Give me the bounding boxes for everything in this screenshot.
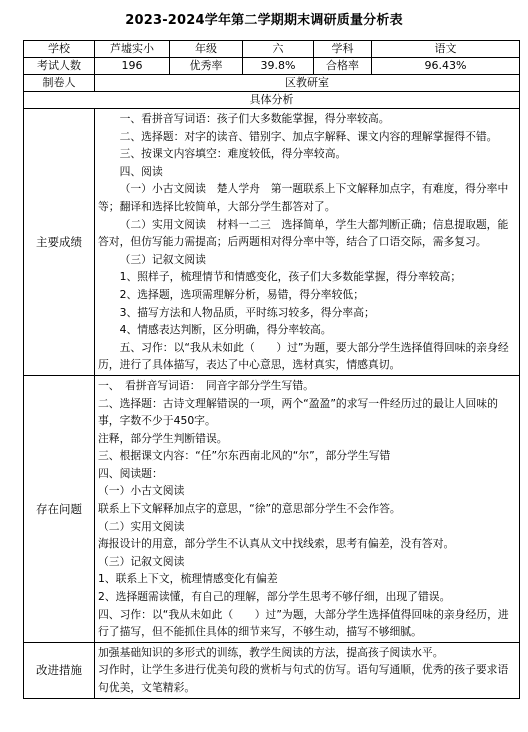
school-label: 学校 [24, 41, 95, 58]
text-line: 四、阅读题： [98, 466, 163, 480]
grade-label: 年级 [170, 41, 243, 58]
text-line: 1、照样子，梳理情节和情感变化，孩子们大多数能掌握，得分率较高； [119, 270, 462, 284]
text-line: 2、选择题需读懂，有自己的理解，部分学生思考不够仔细，出现了错误。 [98, 590, 451, 604]
text-line: 联系上下文解释加点字的意思，“徐”的意思部分学生不会作答。 [98, 502, 401, 516]
author-value: 区教研室 [95, 75, 520, 92]
text-line: 二、选择题：对字的读音、错别字、加点字解释、课文内容的理解掌握得不错。 [119, 129, 498, 143]
text-line: 四、阅读 [119, 164, 163, 178]
subject-value: 语文 [372, 41, 520, 58]
subject-label: 学科 [314, 41, 372, 58]
analysis-title-row [24, 92, 520, 109]
text-line: （三）记叙文阅读 [119, 252, 206, 266]
text-line: （二）实用文阅读 [98, 519, 185, 533]
pass-value: 96.43% [372, 58, 520, 75]
problems-label: 存在问题 [24, 375, 95, 642]
measures-label: 改进措施 [24, 642, 95, 698]
text-line: 四、习作：以“我从未如此（ ）过”为题，大部分学生选择值得回味的亲身经历，进行了描写，但不能抓住具体的细节来写，不够生动，描写不够细腻。 [98, 607, 509, 639]
author-label: 制卷人 [24, 75, 95, 92]
text-line: 习作时，让学生多进行优美句段的赏析与句式的仿写。语句写通顺，优秀的孩子要求语句优美，文笔精彩。 [98, 663, 509, 694]
header-row-school [24, 41, 520, 58]
text-line: 2、选择题，选项需理解分析，易错，得分率较低； [119, 287, 364, 301]
achievements-label: 主要成绩 [24, 109, 95, 376]
text-line: 4、情感表达判断，区分明确，得分率较高。 [119, 323, 332, 337]
header-row-stats [24, 58, 520, 75]
text-line: （一）小古文阅读 [98, 484, 185, 498]
text-line: 加强基础知识的多形式的训练，教学生阅读的方法，提高孩子阅读水平。 [98, 645, 444, 659]
text-line: 注释，部分学生判断错误。 [98, 431, 228, 445]
text-line: （三）记叙文阅读 [98, 554, 185, 568]
grade-value: 六 [243, 41, 314, 58]
text-line: 三、根据课文内容：“任”尔东西南北风的“尔”，部分学生写错 [98, 449, 391, 463]
count-label: 考试人数 [24, 58, 95, 75]
problems-row [24, 375, 520, 642]
excellent-label: 优秀率 [170, 58, 243, 75]
text-line: 1、联系上下文，梳理情感变化有偏差 [98, 572, 278, 586]
school-value: 芦墟实小 [95, 41, 170, 58]
text-line: 三、按课文内容填空：难度较低，得分率较高。 [119, 147, 347, 161]
text-line: （一）小古文阅读 楚人学舟 第一题联系上下文解释加点字，有难度，得分率中等；翻译和选择比较简单，大部分学生都答对了。 [98, 182, 509, 213]
analysis-table [23, 40, 520, 699]
problems-content [95, 375, 520, 642]
achievements-content [95, 109, 520, 376]
achievements-row [24, 109, 520, 376]
text-line: 3、描写方法和人物品质，平时练习较多，得分率高； [119, 305, 375, 319]
count-value: 196 [95, 58, 170, 75]
measures-row [24, 642, 520, 698]
text-line: 一、看拼音写词语：孩子们大多数能掌握，得分率较高。 [119, 112, 390, 125]
analysis-title: 具体分析 [24, 92, 520, 109]
text-line: 一、 看拼音写词语： 同音字部分学生写错。 [98, 378, 314, 392]
text-line: （二）实用文阅读 材料一二三 选择简单，学生大都判断正确；信息提取题，能答对，但仿写能力需提高；后两题相对得分率中等，结合了口语交际，需多复习。 [98, 217, 509, 249]
text-line: 二、选择题：古诗文理解错误的一项，两个“盈盈”的求写一件经历过的最让人回味的事，字数不少于450字。 [98, 396, 498, 428]
document-title: 2023-2024学年第二学期期末调研质量分析表 [125, 13, 403, 28]
header-row-author [24, 75, 520, 92]
pass-label: 合格率 [314, 58, 372, 75]
measures-content [95, 642, 520, 698]
text-line: 海报设计的用意，部分学生不认真从文中找线索，思考有偏差，没有答对。 [98, 537, 455, 551]
text-line: 五、习作：以“我从未如此（ ）过”为题，要大部分学生选择值得回味的亲身经历，进行了具体描写，表达了中心意思，选材真实，情感真切。 [98, 340, 509, 372]
excellent-value: 39.8% [243, 58, 314, 75]
